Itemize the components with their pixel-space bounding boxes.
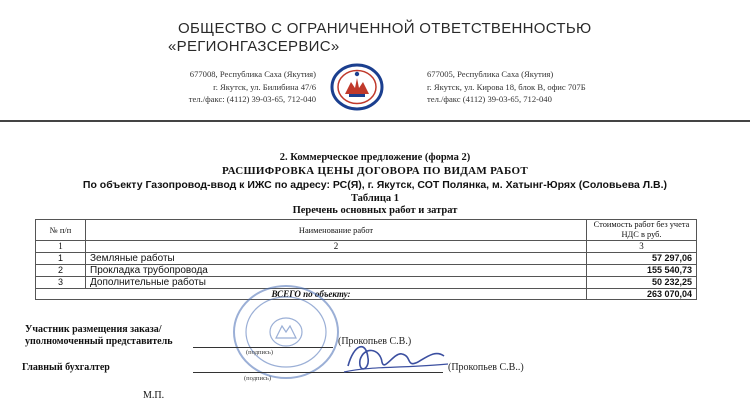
company-name-line1: ОБЩЕСТВО С ОГРАНИЧЕННОЙ ОТВЕТСТВЕННОСТЬЮ: [178, 20, 592, 37]
table-row: [36, 276, 697, 288]
accountant-label: Главный бухгалтер: [22, 362, 110, 373]
table-row: [36, 264, 697, 276]
row-value: 155 540,73: [587, 264, 697, 276]
index-cell: 3: [587, 241, 697, 253]
total-value: 263 070,04: [587, 288, 697, 300]
header-cost: Стоимость работ без учета НДС в руб.: [587, 220, 697, 241]
participant-label-line1: Участник размещения заказа/: [25, 324, 162, 335]
address-right-line1: 677005, Республика Саха (Якутия): [427, 69, 554, 79]
table-row: [36, 252, 697, 264]
total-label: ВСЕГО по объекту:: [36, 288, 587, 300]
row-num: 2: [36, 264, 86, 276]
accountant-name: (Прокопьев С.В..): [448, 362, 524, 373]
object-description: По объекту Газопровод-ввод к ИЖС по адресу: РС(Я), г. Якутск, СОТ Полянка, м. Хатынг-Юрях (Соловьева Л.В.): [82, 179, 668, 191]
address-left-line1: 677008, Республика Саха (Якутия): [189, 69, 316, 79]
row-name: Дополнительные работы: [86, 276, 587, 288]
address-left-line3: тел./факс: (4112) 39-03-65, 712-040: [188, 94, 316, 104]
address-right: [427, 68, 667, 106]
company-stamp-icon: [230, 282, 342, 382]
index-cell: 1: [36, 241, 86, 253]
accountant-signature-caption: (подпись): [244, 375, 271, 382]
row-name: Земляные работы: [86, 252, 587, 264]
participant-signature-caption: (подпись): [246, 349, 273, 356]
header-name: Наименование работ: [86, 220, 587, 241]
participant-name: (Прокопьев С.В.): [338, 336, 412, 347]
company-emblem-icon: [329, 62, 385, 112]
works-table: [35, 219, 697, 300]
company-name-line2: «РЕГИОНГАЗСЕРВИС»: [168, 38, 340, 55]
table-header-row: [36, 220, 697, 241]
participant-label-line2: уполномоченный представитель: [25, 336, 173, 347]
company-name: [168, 20, 592, 55]
address-right-line3: тел./факс (4112) 39-03-65, 712-040: [427, 94, 552, 104]
row-value: 50 232,25: [587, 276, 697, 288]
table-total-row: [36, 288, 697, 300]
header-num: № п/п: [36, 220, 86, 241]
row-num: 1: [36, 252, 86, 264]
row-value: 57 297,06: [587, 252, 697, 264]
header-divider: [0, 120, 750, 122]
stamp-place-label: М.П.: [143, 390, 165, 401]
document-title: РАСШИФРОВКА ЦЕНЫ ДОГОВОРА ПО ВИДАМ РАБОТ: [221, 165, 528, 177]
index-cell: 2: [86, 241, 587, 253]
participant-signature-line: [193, 347, 333, 348]
address-left-line2: г. Якутск, ул. Билибина 47/6: [213, 81, 316, 92]
participant-label: [25, 324, 172, 348]
handwritten-signature-icon: [340, 326, 450, 386]
address-right-line2: г. Якутск, ул. Кирова 18, блок В, офис 707Б: [427, 81, 586, 92]
row-num: 3: [36, 276, 86, 288]
table-label: Таблица 1: [350, 193, 400, 204]
form-heading: 2. Коммерческое предложение (форма 2): [279, 152, 471, 163]
table-index-row: [36, 241, 697, 253]
address-left: [160, 68, 316, 106]
row-name: Прокладка трубопровода: [86, 264, 587, 276]
table-caption: Перечень основных работ и затрат: [292, 205, 458, 216]
